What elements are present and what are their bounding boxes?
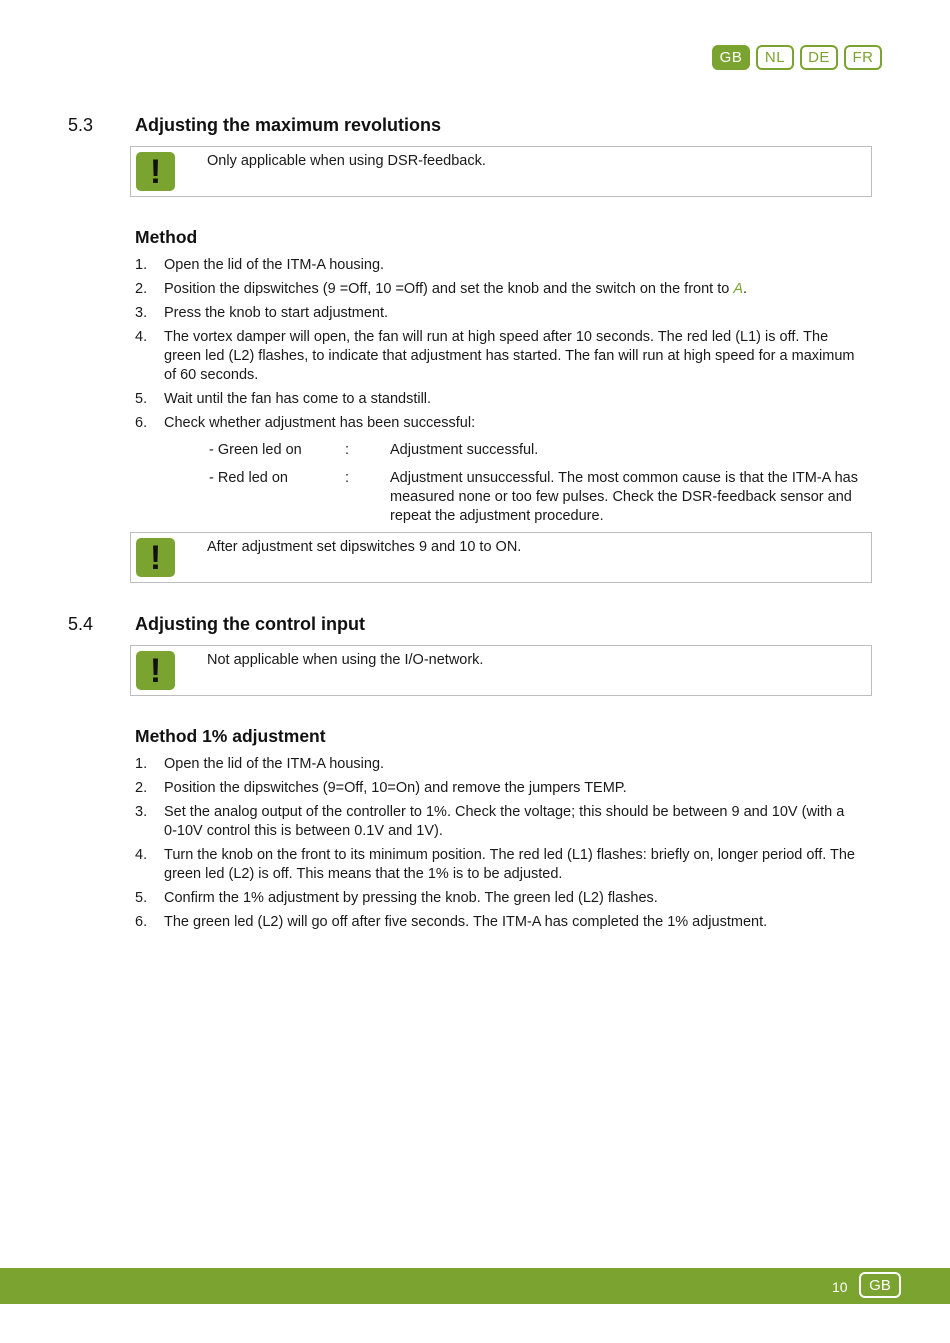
step-text: Turn the knob on the front to its minimum position. The red led (L1) flashes: briefly on, longer period off. The green led (L2) is off. This means that the 1% is to be adjusted. xyxy=(164,847,856,882)
step-number: 6. xyxy=(135,415,148,431)
warning-note xyxy=(130,645,872,696)
result-separator: : xyxy=(345,442,350,458)
exclamation-icon: ! xyxy=(136,152,175,191)
note-text: Only applicable when using DSR-feedback. xyxy=(207,153,486,169)
page-number: 10 xyxy=(832,1279,848,1295)
step-number: 3. xyxy=(135,305,148,321)
section-title: Adjusting the control input xyxy=(135,614,365,634)
step-number: 1. xyxy=(135,257,148,273)
list-item xyxy=(135,304,860,323)
step-text: Confirm the 1% adjustment by pressing the knob. The green led (L2) flashes. xyxy=(164,890,658,906)
result-separator: : xyxy=(345,470,350,486)
step-number: 4. xyxy=(135,847,148,863)
step-number: 4. xyxy=(135,329,148,345)
step-number: 3. xyxy=(135,804,148,820)
step-number: 2. xyxy=(135,780,148,796)
step-text: Press the knob to start adjustment. xyxy=(164,305,389,321)
lang-tab-fr[interactable]: FR xyxy=(844,45,882,70)
list-item xyxy=(135,256,860,275)
list-item xyxy=(135,755,860,774)
list-item xyxy=(135,414,860,433)
list-item xyxy=(135,846,860,884)
exclamation-icon: ! xyxy=(136,651,175,690)
result-label: - Green led on xyxy=(209,442,302,458)
position-label: A xyxy=(733,281,744,297)
result-label: - Red led on xyxy=(209,470,288,486)
step-text: The green led (L2) will go off after five seconds. The ITM-A has completed the 1% adjustment. xyxy=(164,914,768,930)
warning-note xyxy=(130,146,872,197)
result-value: Adjustment successful. xyxy=(390,442,539,458)
list-item xyxy=(135,803,860,841)
method-steps xyxy=(135,755,860,937)
method-heading: Method xyxy=(135,227,198,247)
warning-note xyxy=(130,532,872,583)
note-text: Not applicable when using the I/O-network. xyxy=(207,652,484,668)
step-text: Position the dipswitches (9 =Off, 10 =Off) and set the knob and the switch on the front to xyxy=(164,281,734,297)
note-text: After adjustment set dipswitches 9 and 10 to ON. xyxy=(207,539,522,555)
list-item xyxy=(135,328,860,385)
step-text: Position the dipswitches (9=Off, 10=On) and remove the jumpers TEMP. xyxy=(164,780,627,796)
step-text: Open the lid of the ITM-A housing. xyxy=(164,257,385,273)
step-text: Set the analog output of the controller to 1%. Check the voltage; this should be between 9 and 10V (with a 0-10V control this is between 0.1V and 1V). xyxy=(164,804,845,839)
footer-bar xyxy=(0,1268,950,1304)
section-number: 5.4 xyxy=(68,614,94,634)
language-tabs xyxy=(712,45,882,70)
lang-tab-gb[interactable]: GB xyxy=(712,45,750,70)
list-item xyxy=(135,913,860,932)
list-item xyxy=(135,889,860,908)
lang-tab-nl[interactable]: NL xyxy=(756,45,794,70)
step-text: The vortex damper will open, the fan will run at high speed after 10 seconds. The red led (L1) is off. The green led (L2) flashes, to indicate that adjustment has started. The fan will run at high speed for a maximum of 60 seconds. xyxy=(164,329,855,383)
lang-tab-de[interactable]: DE xyxy=(800,45,838,70)
step-number: 6. xyxy=(135,914,148,930)
method-steps xyxy=(135,256,860,438)
step-text: Open the lid of the ITM-A housing. xyxy=(164,756,385,772)
step-number: 5. xyxy=(135,890,148,906)
step-number: 2. xyxy=(135,281,148,297)
section-title: Adjusting the maximum revolutions xyxy=(135,115,442,135)
list-item xyxy=(135,280,860,299)
step-text-end: . xyxy=(743,281,748,297)
step-text: Check whether adjustment has been successful: xyxy=(164,415,476,431)
step-number: 5. xyxy=(135,391,148,407)
section-number: 5.3 xyxy=(68,115,94,135)
footer-language-tab: GB xyxy=(859,1272,901,1298)
step-text: Wait until the fan has come to a standstill. xyxy=(164,391,432,407)
result-value: Adjustment unsuccessful. The most common cause is that the ITM-A has measured none or too few pulses. Check the DSR-feedback sensor and repeat the adjustment procedure. xyxy=(390,470,858,524)
step-number: 1. xyxy=(135,756,148,772)
list-item xyxy=(135,779,860,798)
method-heading: Method 1% adjustment xyxy=(135,726,326,746)
exclamation-icon: ! xyxy=(136,538,175,577)
list-item xyxy=(135,390,860,409)
